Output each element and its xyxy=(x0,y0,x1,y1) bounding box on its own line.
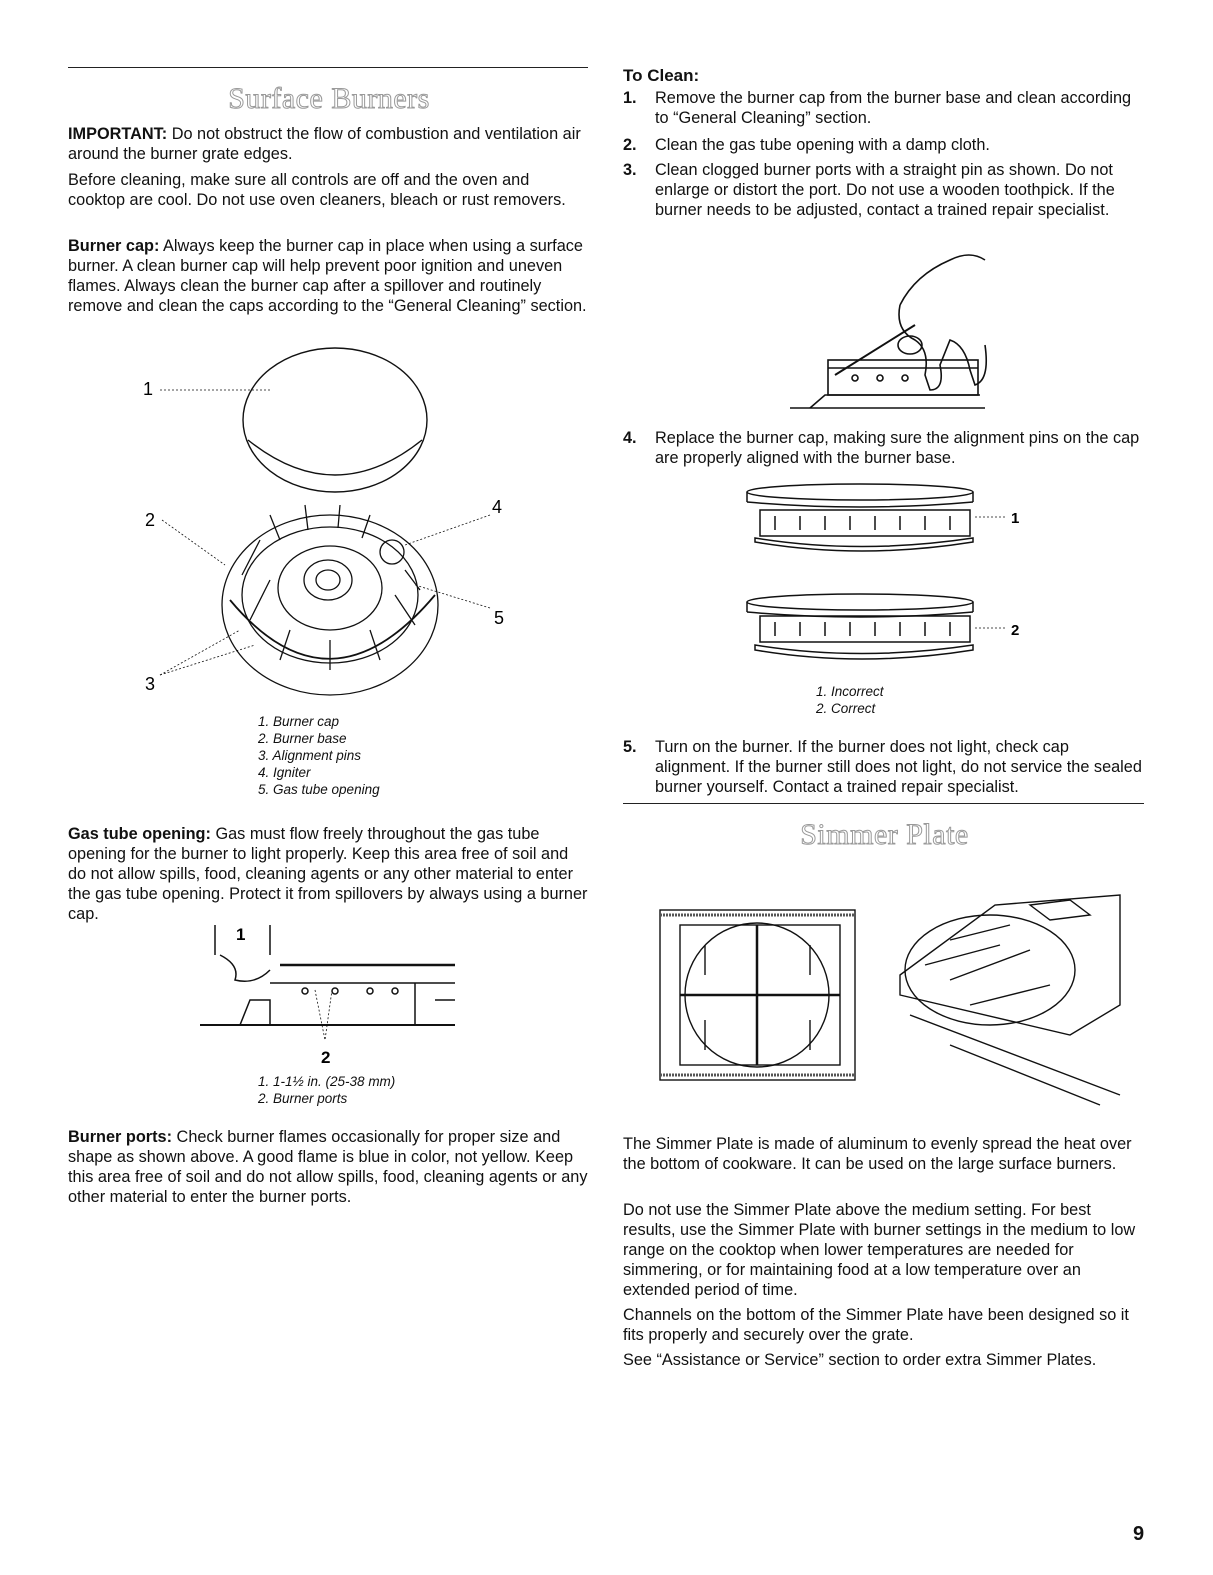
step-text: Clean the gas tube opening with a damp cloth. xyxy=(655,136,990,154)
burner-flame-figure xyxy=(200,925,460,1065)
figure2-caption xyxy=(258,1073,395,1107)
figure4-callout-1: 1 xyxy=(1011,510,1020,527)
simmer-paragraph-4: See “Assistance or Service” section to order extra Simmer Plates. xyxy=(623,1351,1097,1369)
gas-tube-label: Gas tube opening: xyxy=(68,825,211,843)
burner-base-illustration xyxy=(160,505,490,695)
step-text: Replace the burner cap, making sure the alignment pins on the cap are properly aligned with the burner base. xyxy=(655,429,1140,467)
figure4-callout-2: 2 xyxy=(1011,622,1020,639)
important-label: IMPORTANT: xyxy=(68,125,168,143)
burner-ports-label: Burner ports: xyxy=(68,1128,173,1146)
to-clean-heading: To Clean: xyxy=(623,66,700,85)
section-heading-surface-burners: Surface Burners xyxy=(228,82,430,115)
step-text: Turn on the burner. If the burner does not light, check cap alignment. If the burner still does not light, do not service the sealed burner yourself. Contact a trained repair specialist. xyxy=(655,738,1142,796)
figure4-caption-line: 1. Incorrect xyxy=(816,684,884,699)
figure2-caption-line: 2. Burner ports xyxy=(258,1091,348,1106)
figure2-callout-2: 2 xyxy=(321,1048,331,1067)
simmer-plate-top-view xyxy=(660,910,855,1080)
gas-tube-paragraph xyxy=(68,824,590,924)
figure4-caption-line: 2. Correct xyxy=(816,701,876,716)
burner-ports-paragraph xyxy=(68,1127,590,1207)
step-number: 4. xyxy=(623,429,637,447)
figure1-caption xyxy=(258,713,380,798)
figure1-callout-4: 4 xyxy=(492,497,503,517)
figure1-callout-3: 3 xyxy=(145,674,156,694)
burner-assembly-figure xyxy=(130,340,530,710)
figure1-callout-5: 5 xyxy=(494,608,505,628)
step-1 xyxy=(623,88,1146,128)
burner-ports-text: Check burner flames occasionally for proper size and shape as shown above. A good flame is blue in color, not yellow. Keep this area free of soil and do not allow spills, food, cleaning agents or any other material to enter the burner ports. xyxy=(68,1128,588,1206)
figure1-caption-line: 2. Burner base xyxy=(258,731,347,746)
step-5 xyxy=(623,737,1146,797)
figure2-caption-line: 1. 1-1½ in. (25-38 mm) xyxy=(258,1074,396,1089)
important-paragraph xyxy=(68,124,590,164)
burner-cap-paragraph xyxy=(68,236,590,316)
simmer-plate-figure xyxy=(650,885,1125,1110)
step-3 xyxy=(623,160,1146,220)
section-heading-simmer-plate: Simmer Plate xyxy=(800,818,969,851)
figure4-caption xyxy=(816,683,884,717)
figure1-caption-line: 1. Burner cap xyxy=(258,714,340,729)
figure1-callout-1: 1 xyxy=(143,379,154,399)
cap-alignment-figure xyxy=(745,480,1035,670)
page-number: 9 xyxy=(1133,1523,1145,1545)
step-number: 2. xyxy=(623,136,637,154)
simmer-paragraph-3: Channels on the bottom of the Simmer Plate have been designed so it fits properly and securely over the grate. xyxy=(623,1306,1129,1344)
incorrect-cap-illustration xyxy=(747,484,1007,551)
burner-cap-label: Burner cap: xyxy=(68,237,160,255)
figure1-callout-2: 2 xyxy=(145,510,156,530)
figure1-caption-line: 3. Alignment pins xyxy=(258,748,362,763)
pin-cleaning-figure xyxy=(780,250,1000,415)
figure2-callout-1: 1 xyxy=(236,925,246,944)
simmer-paragraph-2: Do not use the Simmer Plate above the medium setting. For best results, use the Simmer Plate with burner settings in the medium to low range on the cooktop when lower temperatures are needed for simmering, or for maintaining food at a low temperature over an extended period of time. xyxy=(623,1201,1136,1299)
gas-tube-text: Gas must flow freely throughout the gas tube opening for the burner to light properly. Keep this area free of soil and do not allow spills, food, cleaning agents or any other material to enter the gas tube opening. Protect it from spillovers by always using a burner cap. xyxy=(68,825,588,923)
step-number: 3. xyxy=(623,161,637,179)
step-2 xyxy=(623,135,1146,155)
figure1-caption-line: 5. Gas tube opening xyxy=(258,782,380,797)
step-number: 1. xyxy=(623,89,637,107)
simmer-plate-perspective-view xyxy=(900,895,1120,1105)
burner-cap-illustration xyxy=(160,348,427,492)
before-cleaning-paragraph: Before cleaning, make sure all controls are off and the oven and cooktop are cool. Do not use oven cleaners, bleach or rust removers. xyxy=(68,171,566,209)
figure1-caption-line: 4. Igniter xyxy=(258,765,311,780)
step-text: Remove the burner cap from the burner base and clean according to “General Cleaning” section. xyxy=(655,89,1132,127)
burner-cap-text: Always keep the burner cap in place when using a surface burner. A clean burner cap will help prevent poor ignition and uneven flames. Always clean the burner cap after a spillover and routinely remove and clean the caps according to the “General Cleaning” section. xyxy=(68,237,587,315)
left-top-rule xyxy=(68,67,588,68)
right-section-rule xyxy=(623,803,1144,804)
step-text: Clean clogged burner ports with a straight pin as shown. Do not enlarge or distort the port. Do not use a wooden toothpick. If the burner needs to be adjusted, contact a trained repair specialist. xyxy=(655,161,1115,219)
step-4 xyxy=(623,428,1146,468)
correct-cap-illustration xyxy=(747,594,1007,659)
simmer-paragraph-1: The Simmer Plate is made of aluminum to evenly spread the heat over the bottom of cookware. It can be used on the large surface burners. xyxy=(623,1135,1132,1173)
important-text: Do not obstruct the flow of combustion and ventilation air around the burner grate edges. xyxy=(68,125,581,163)
step-number: 5. xyxy=(623,738,637,756)
